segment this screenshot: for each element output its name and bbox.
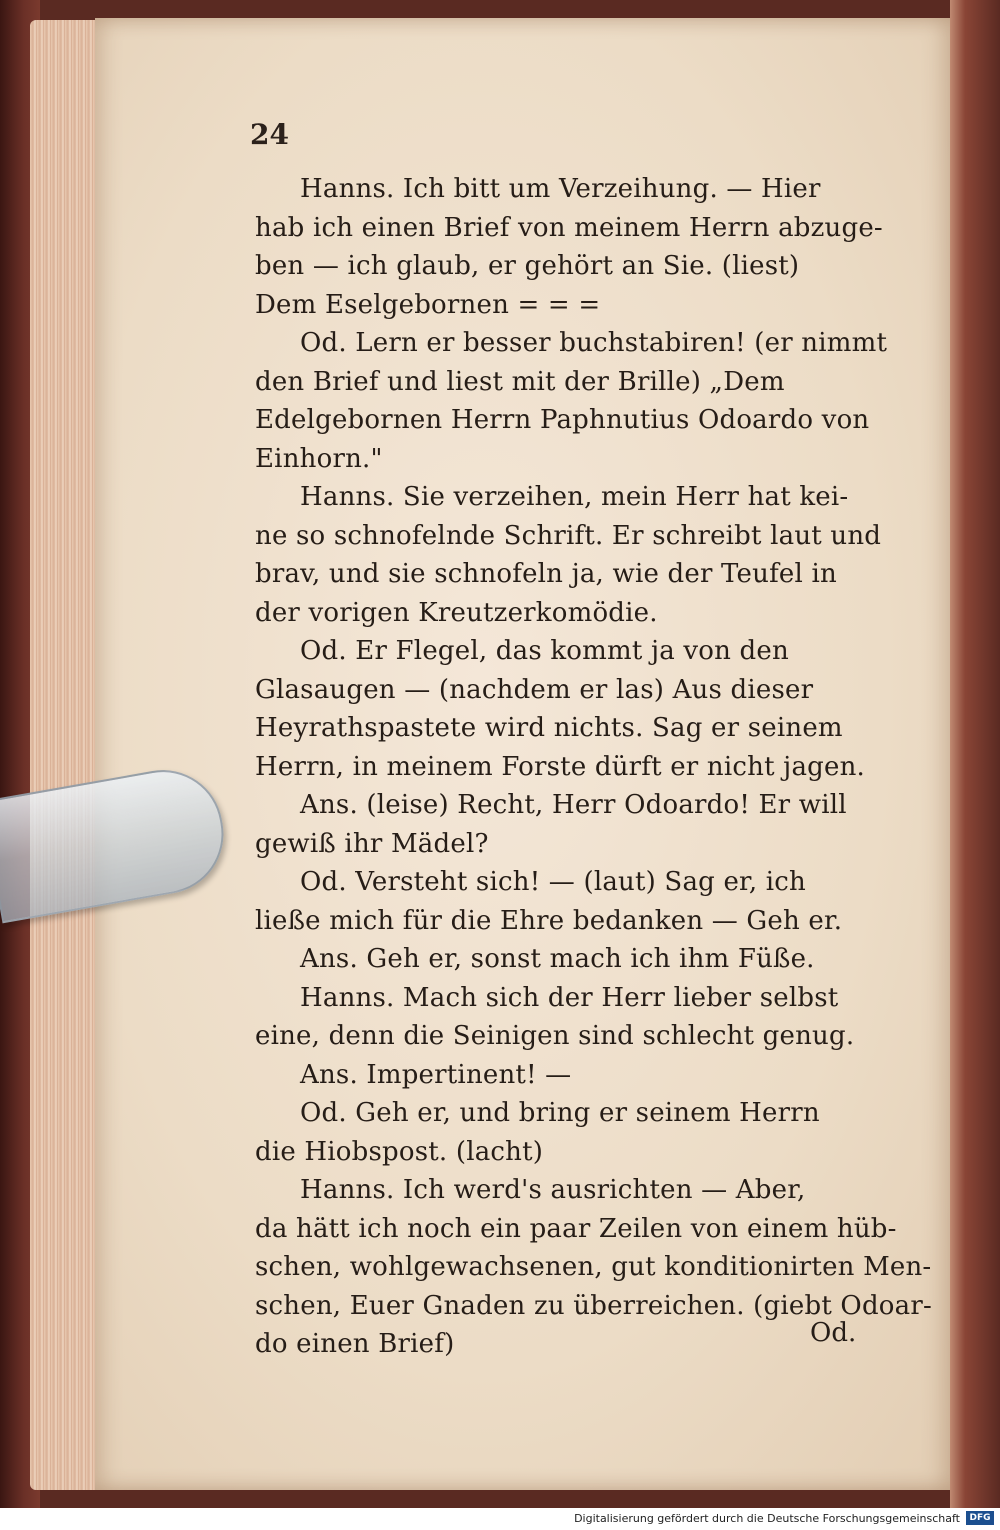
text-line: Ans. (leise) Recht, Herr Odoardo! Er will: [300, 790, 847, 820]
page-number: 24: [250, 118, 289, 151]
text-line: Heyrathspastete wird nichts. Sag er seinem: [255, 713, 843, 743]
text-line: Hanns. Ich bitt um Verzeihung. — Hier: [300, 174, 821, 204]
text-line: Hanns. Ich werd's ausrichten — Aber,: [300, 1175, 806, 1205]
text-line: ließe mich für die Ehre bedanken — Geh er.: [255, 905, 843, 936]
text-line: eine, denn die Seinigen sind schlecht genug.: [255, 1021, 855, 1051]
text-line: Od. Geh er, und bring er seinem Herrn: [300, 1098, 820, 1128]
page-text: [255, 170, 932, 1364]
text-line: Ans. Impertinent! —: [300, 1059, 572, 1090]
text-line: hab ich einen Brief von meinem Herrn abzuge-: [255, 212, 883, 243]
text-line: Glasaugen — (nachdem er las) Aus dieser: [255, 674, 814, 705]
text-line: schen, Euer Gnaden zu überreichen. (giebt Odoar-: [255, 1290, 932, 1321]
text-line: Od. Lern er besser buchstabiren! (er nimmt: [300, 328, 888, 358]
text-line: Edelgebornen Herrn Paphnutius Odoardo von: [255, 405, 870, 435]
text-line: Einhorn.": [255, 443, 383, 474]
text-line: Herrn, in meinem Forste dürft er nicht jagen.: [255, 751, 865, 782]
text-line: Od. Versteht sich! — (laut) Sag er, ich: [300, 867, 806, 897]
text-line: schen, wohlgewachsenen, gut konditionirten Men-: [255, 1252, 932, 1282]
catchword: Od.: [810, 1318, 857, 1348]
footer-credit: Digitalisierung gefördert durch die Deutsche Forschungsgemeinschaft: [574, 1512, 960, 1525]
text-line: do einen Brief): [255, 1329, 455, 1359]
text-line: Hanns. Sie verzeihen, mein Herr hat kei-: [300, 482, 849, 512]
dfg-logo: DFG: [966, 1511, 994, 1525]
text-line: Od. Er Flegel, das kommt ja von den: [300, 636, 789, 666]
text-line: Ans. Geh er, sonst mach ich ihm Füße.: [300, 944, 815, 974]
text-line: da hätt ich noch ein paar Zeilen von einem hüb-: [255, 1213, 897, 1244]
text-line: ben — ich glaub, er gehört an Sie. (liest): [255, 251, 800, 281]
book-cover-right: [950, 0, 1000, 1508]
text-line: den Brief und liest mit der Brille) „Dem: [255, 366, 785, 397]
text-line: die Hiobspost. (lacht): [255, 1136, 544, 1167]
text-line: Dem Eselgebornen = = =: [255, 289, 601, 320]
text-line: gewiß ihr Mädel?: [255, 828, 489, 859]
text-line: ne so schnofelnde Schrift. Er schreibt laut und: [255, 520, 882, 551]
text-line: Hanns. Mach sich der Herr lieber selbst: [300, 982, 839, 1013]
text-line: der vorigen Kreutzerkomödie.: [255, 597, 658, 628]
text-line: brav, und sie schnofeln ja, wie der Teufel in: [255, 559, 837, 589]
